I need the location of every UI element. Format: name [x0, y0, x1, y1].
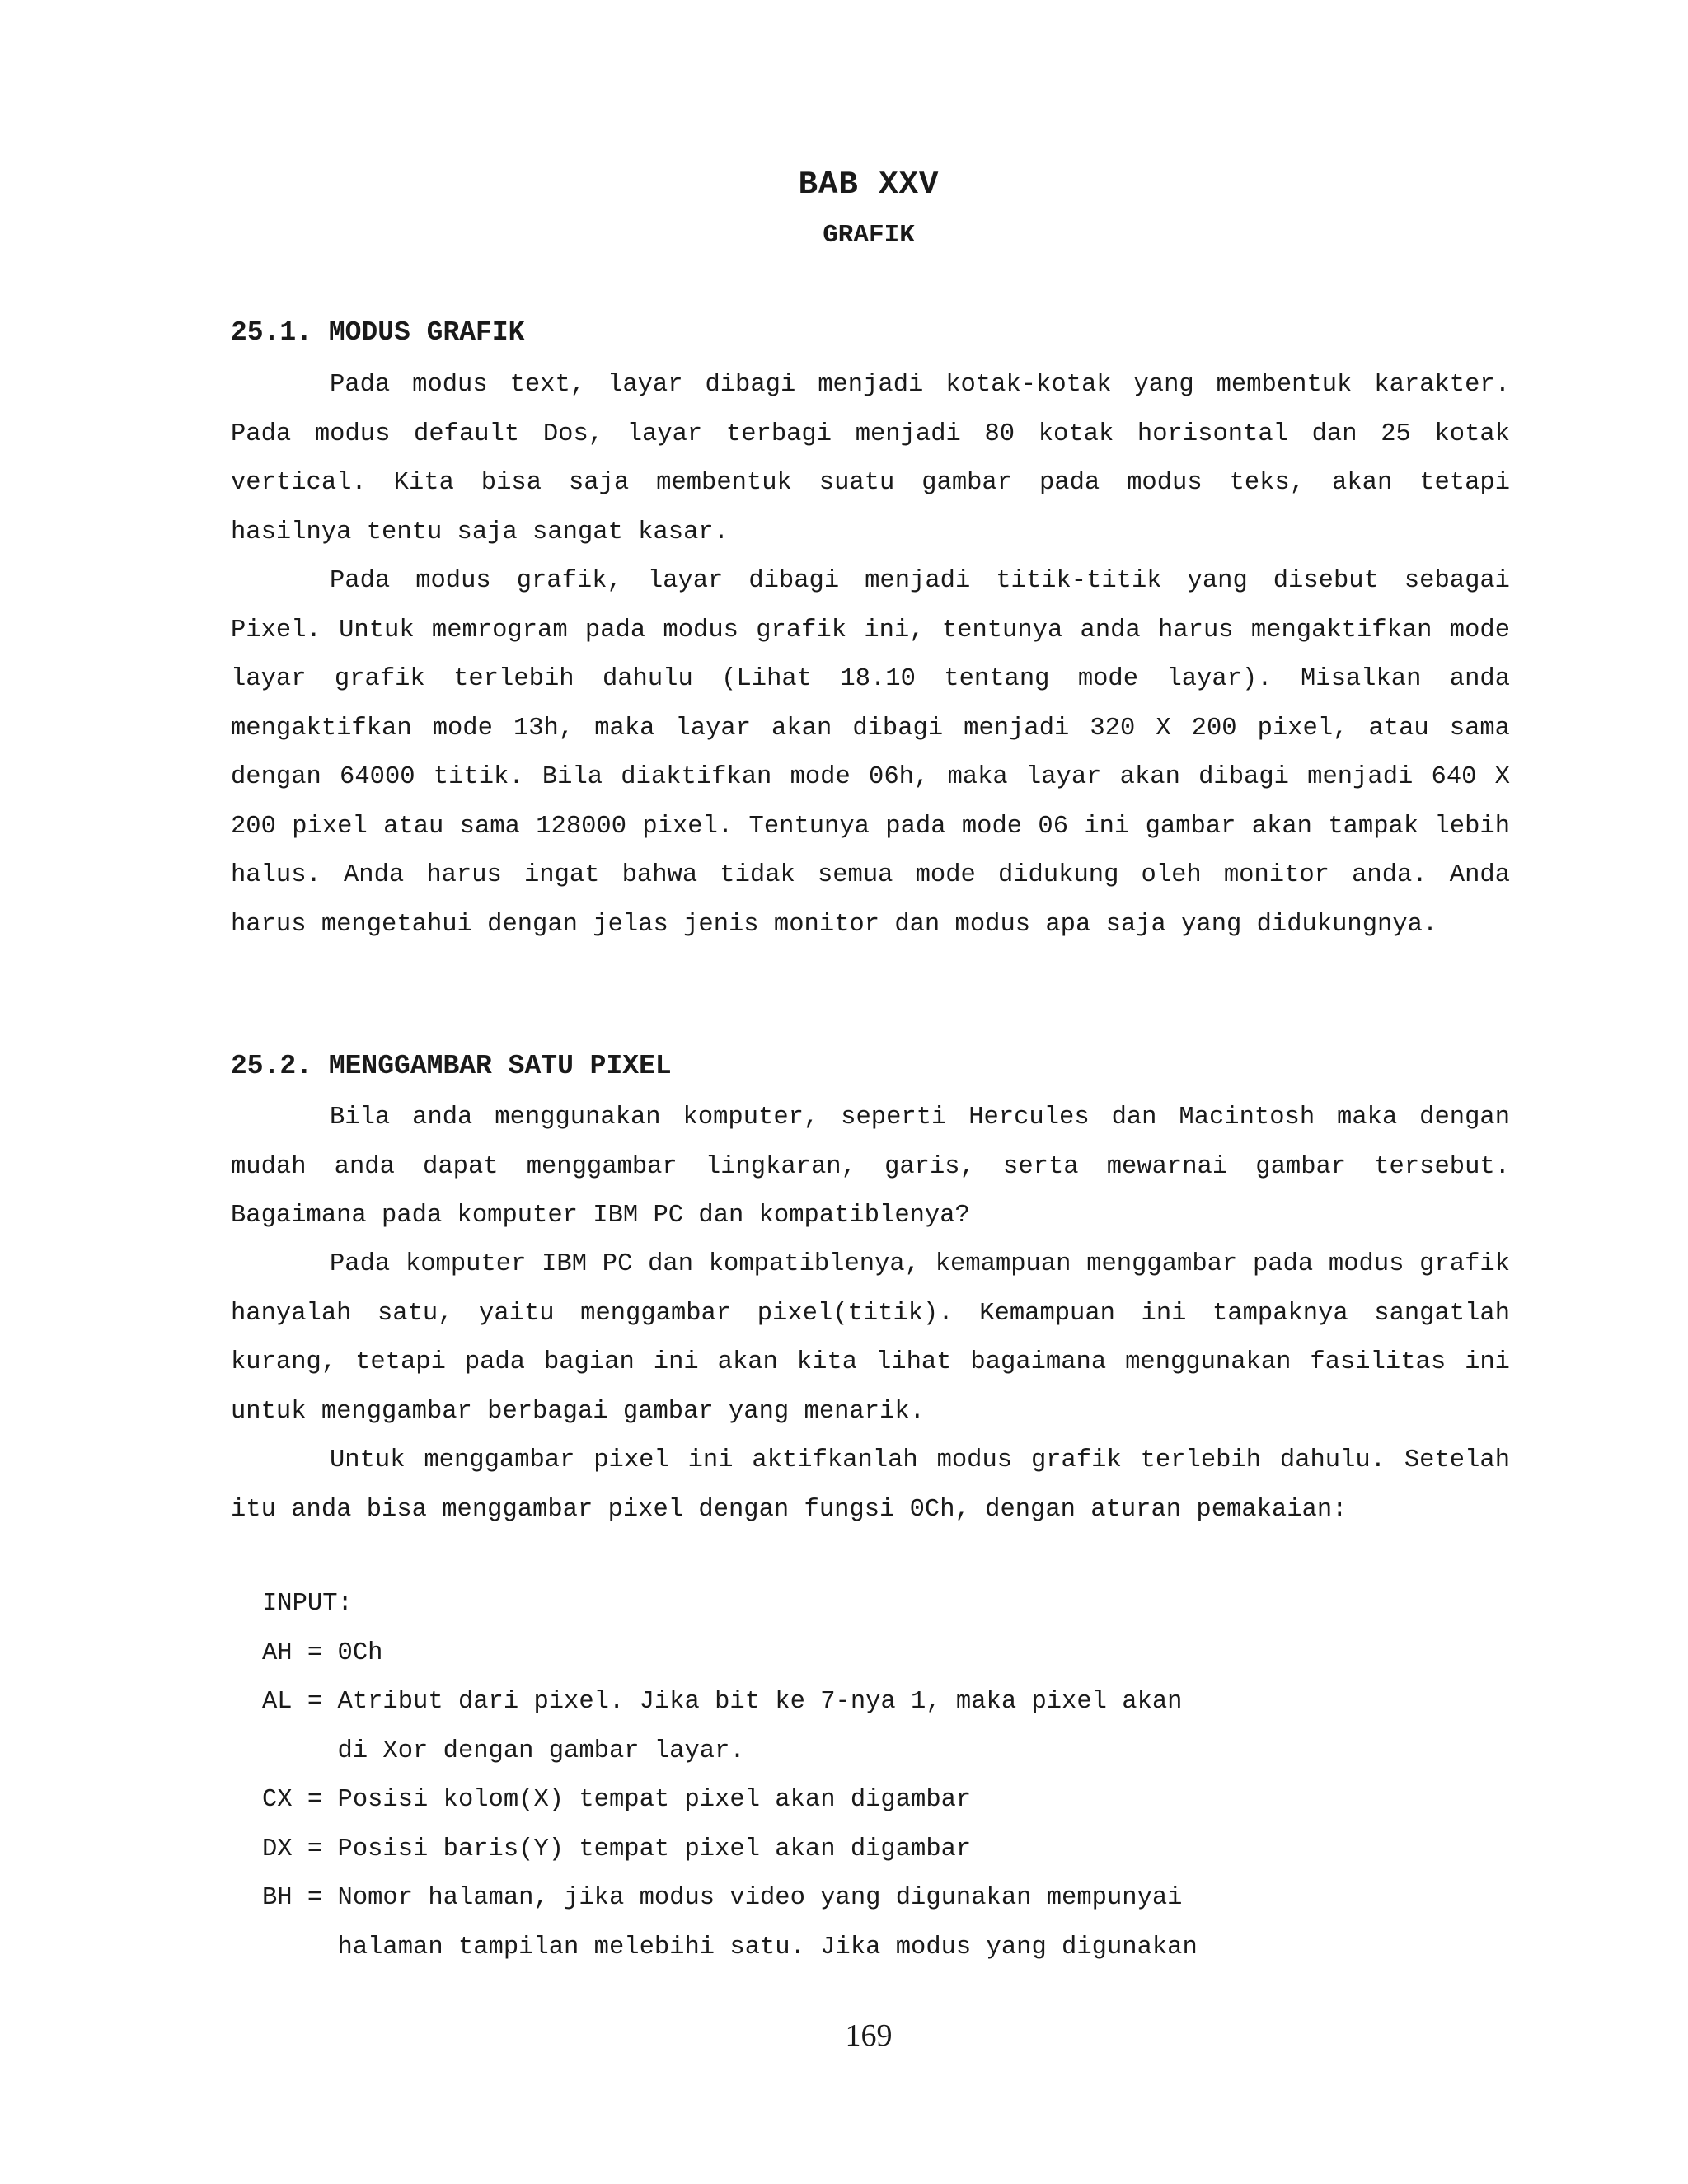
paragraph-other-computers: Bila anda menggunakan komputer, seperti Hercules dan Macintosh maka dengan mudah anda dapat menggambar lingkaran, garis, serta mewarnai gambar tersebut. Bagaimana pada komputer IBM PC dan kompatiblenya? — [231, 1104, 1510, 1230]
code-line-al: AL = Atribut dari pixel. Jika bit ke 7-nya 1, maka pixel akan — [262, 1688, 1183, 1716]
page-number: 169 — [845, 2018, 893, 2053]
paragraph-function-0ch: Untuk menggambar pixel ini aktifkanlah modus grafik terlebih dahulu. Setelah itu anda bisa menggambar pixel dengan fungsi 0Ch, dengan aturan pemakaian: — [231, 1446, 1510, 1524]
code-line-dx: DX = Posisi baris(Y) tempat pixel akan digambar — [262, 1835, 972, 1863]
section-heading-25-1: 25.1. MODUS GRAFIK — [231, 317, 525, 348]
code-line-bh: BH = Nomor halaman, jika modus video yang digunakan mempunyai — [262, 1884, 1183, 1912]
code-line-al-continued: di Xor dengan gambar layar. — [262, 1736, 745, 1765]
code-line-ah: AH = 0Ch — [262, 1638, 383, 1667]
code-line-bh-continued: halaman tampilan melebihi satu. Jika modus yang digunakan — [262, 1933, 1198, 1961]
chapter-subtitle: GRAFIK — [823, 221, 915, 250]
paragraph-ibm-pc: Pada komputer IBM PC dan kompatiblenya, kemampuan menggambar pada modus grafik hanyalah satu, yaitu menggambar pixel(titik). Kemampuan ini tampaknya sangatlah kurang, tetapi pada bagian ini akan kita lihat bagaimana menggunakan fasilitas ini untuk menggambar berbagai gambar yang menarik. — [231, 1250, 1510, 1426]
register-listing — [262, 1580, 1198, 1972]
chapter-title: BAB XXV — [798, 166, 940, 203]
code-line-input: INPUT: — [262, 1590, 353, 1618]
section-heading-25-2: 25.2. MENGGAMBAR SATU PIXEL — [231, 1051, 672, 1081]
paragraph-text-mode: Pada modus text, layar dibagi menjadi kotak-kotak yang membentuk karakter. Pada modus default Dos, layar terbagi menjadi 80 kotak horisontal dan 25 kotak vertical. Kita bisa saja membentuk suatu gambar pada modus teks, akan tetapi hasilnya tentu saja sangat kasar. — [231, 371, 1510, 546]
code-line-cx: CX = Posisi kolom(X) tempat pixel akan digambar — [262, 1786, 972, 1814]
paragraph-graphics-mode: Pada modus grafik, layar dibagi menjadi titik-titik yang disebut sebagai Pixel. Untuk memrogram pada modus grafik ini, tentunya anda harus mengaktifkan mode layar grafik terlebih dahulu (Lihat 18.10 tentang mode layar). Misalkan anda mengaktifkan mode 13h, maka layar akan dibagi menjadi 320 X 200 pixel, atau sama dengan 64000 titik. Bila diaktifkan mode 06h, maka layar akan dibagi menjadi 640 X 200 pixel atau sama 128000 pixel. Tentunya pada mode 06 ini gambar akan tampak lebih halus. Anda harus ingat bahwa tidak semua mode didukung oleh monitor anda. Anda harus mengetahui dengan jelas jenis monitor dan modus apa saja yang didukungnya. — [231, 567, 1510, 939]
